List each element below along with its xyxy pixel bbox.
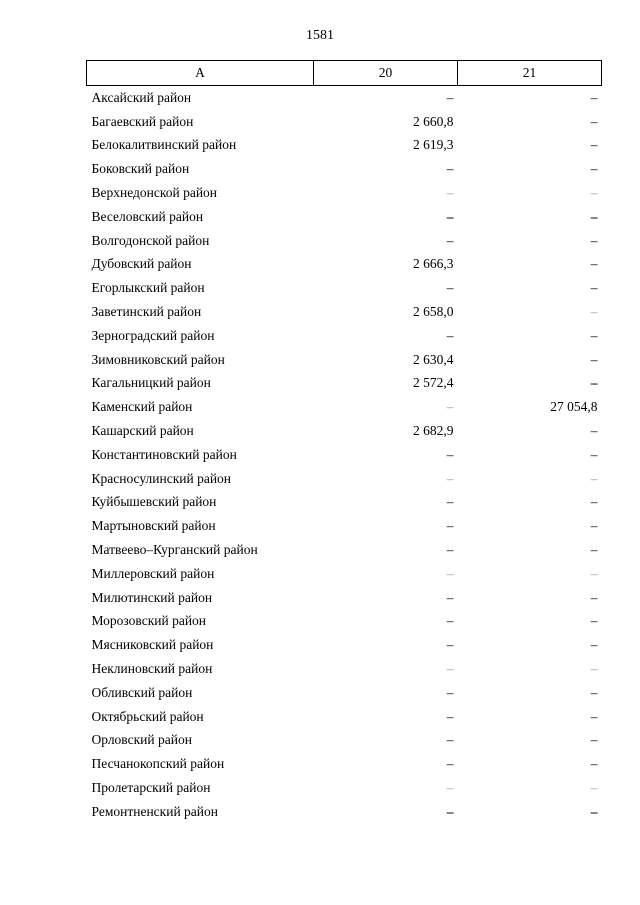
table-row (87, 300, 602, 324)
district-name: Зерноградский район (91, 327, 215, 343)
value-col-21 (458, 324, 602, 348)
district-name: Неклиновский район (91, 661, 213, 677)
value-col-20-value: – (446, 542, 454, 558)
value-col-20-value: – (446, 803, 454, 819)
district-name: Куйбышевский район (91, 494, 217, 510)
value-col-20 (314, 681, 458, 705)
value-col-21 (458, 157, 602, 181)
value-col-21-value: – (590, 542, 598, 558)
table-row (87, 657, 602, 681)
value-col-21-value: – (590, 304, 598, 320)
value-col-20 (314, 157, 458, 181)
value-col-21-value: – (590, 637, 598, 653)
district-name: Миллеровский район (91, 565, 215, 581)
district-name: Константиновский район (91, 446, 237, 462)
value-col-21-value: – (590, 161, 598, 177)
value-col-20 (314, 205, 458, 229)
district-name: Орловский район (91, 732, 192, 748)
value-col-20 (314, 776, 458, 800)
value-col-20-value: – (446, 780, 454, 795)
value-col-20-value: – (446, 684, 454, 700)
value-col-20 (314, 419, 458, 443)
table-row (87, 348, 602, 372)
district-name: Дубовский район (91, 256, 192, 272)
value-col-21 (458, 419, 602, 443)
district-name: Боковский район (91, 161, 190, 177)
value-col-21-value: – (590, 137, 598, 153)
table-row (87, 562, 602, 586)
value-col-21-value: 27 054,8 (550, 399, 598, 415)
value-col-21 (458, 300, 602, 324)
table-row (87, 681, 602, 705)
value-col-21 (458, 633, 602, 657)
table-row (87, 705, 602, 729)
value-col-21 (458, 657, 602, 681)
value-col-21-value: – (590, 446, 598, 462)
table-row (87, 443, 602, 467)
value-col-21-value: – (590, 89, 598, 105)
value-col-21 (458, 467, 602, 491)
district-name: Милютинский район (91, 589, 213, 605)
value-col-21 (458, 610, 602, 634)
value-col-20-value: – (446, 208, 454, 224)
value-col-21-value: – (590, 565, 598, 581)
table-row (87, 419, 602, 443)
header-cell-20: 20 (314, 61, 458, 86)
district-name: Песчанокопский район (91, 756, 225, 772)
value-col-20-value: 2 630,4 (413, 351, 454, 367)
district-name: Кашарский район (91, 423, 194, 439)
value-col-21-value: – (590, 756, 598, 772)
district-name: Морозовский район (91, 613, 207, 629)
value-col-20-value: – (446, 89, 454, 105)
value-col-21 (458, 110, 602, 134)
value-col-21-value: – (590, 470, 598, 486)
value-col-20-value: – (446, 185, 454, 201)
value-col-21-value: – (590, 684, 598, 700)
value-col-21 (458, 562, 602, 586)
table-row (87, 86, 602, 110)
page-number: 1581 (306, 28, 334, 43)
value-col-21-value: – (590, 256, 598, 272)
value-col-21 (458, 86, 602, 110)
district-name: Аксайский район (91, 89, 192, 105)
table-row (87, 253, 602, 277)
value-col-21-value: – (590, 113, 598, 129)
value-col-20 (314, 372, 458, 396)
table-row (87, 586, 602, 610)
value-col-20 (314, 657, 458, 681)
value-col-20-value: 2 658,0 (413, 304, 454, 320)
header-row (87, 61, 602, 86)
value-col-21-value: – (590, 351, 598, 367)
value-col-20 (314, 86, 458, 110)
value-col-20-value: – (446, 756, 454, 772)
table-row (87, 324, 602, 348)
value-col-20-value: – (446, 661, 454, 677)
value-col-20-value: 2 682,9 (413, 423, 454, 439)
value-col-21 (458, 752, 602, 776)
header-cell-21: 21 (458, 61, 602, 86)
value-col-20 (314, 610, 458, 634)
value-col-21-value: – (590, 494, 598, 510)
value-col-20-value: – (446, 708, 454, 724)
district-name: Заветинский район (91, 304, 202, 320)
table-row (87, 205, 602, 229)
district-name: Багаевский район (91, 113, 194, 129)
district-name: Ремонтненский район (91, 803, 218, 819)
value-col-20-value: 2 572,4 (413, 375, 454, 391)
value-col-21-value: – (590, 732, 598, 748)
table-row (87, 372, 602, 396)
table-row (87, 776, 602, 800)
value-col-20 (314, 800, 458, 824)
table-row (87, 181, 602, 205)
value-col-21-value: – (590, 613, 598, 629)
table-row (87, 395, 602, 419)
district-name: Егорлыкский район (91, 280, 205, 296)
value-col-20 (314, 514, 458, 538)
value-col-21-value: – (590, 232, 598, 248)
value-col-21 (458, 491, 602, 515)
value-col-20-value: – (446, 470, 454, 486)
value-col-21 (458, 372, 602, 396)
district-name: Октябрьский район (91, 708, 204, 724)
value-col-20 (314, 110, 458, 134)
table-row (87, 491, 602, 515)
value-col-20 (314, 395, 458, 419)
value-col-21 (458, 800, 602, 824)
table-body (87, 86, 602, 824)
value-col-21 (458, 705, 602, 729)
table-row (87, 157, 602, 181)
district-name: Мясниковский район (91, 637, 214, 653)
value-col-20 (314, 253, 458, 277)
value-col-21 (458, 276, 602, 300)
table-row (87, 633, 602, 657)
header-cell-a: А (87, 61, 314, 86)
value-col-21-value: – (590, 803, 598, 819)
value-col-20 (314, 562, 458, 586)
value-col-21-value: – (590, 423, 598, 439)
value-col-20-value: – (446, 327, 454, 343)
value-col-20 (314, 729, 458, 753)
value-col-20-value: 2 619,3 (413, 137, 454, 153)
district-name: Мартыновский район (91, 518, 216, 534)
table-row (87, 752, 602, 776)
table-row (87, 729, 602, 753)
table-row (87, 538, 602, 562)
value-col-21-value: – (590, 589, 598, 605)
value-col-21 (458, 538, 602, 562)
value-col-20-value: 2 660,8 (413, 113, 454, 129)
value-col-21-value: – (590, 518, 598, 534)
value-col-21 (458, 253, 602, 277)
value-col-21-value: – (590, 327, 598, 343)
value-col-21-value: – (590, 185, 598, 201)
district-name: Кагальницкий район (91, 375, 211, 391)
value-col-21 (458, 729, 602, 753)
value-col-21 (458, 776, 602, 800)
table-header (87, 61, 602, 86)
value-col-20 (314, 134, 458, 158)
value-col-21-value: – (590, 280, 598, 296)
district-name: Верхнедонской район (91, 185, 218, 201)
district-name: Веселовский район (91, 208, 204, 224)
value-col-20 (314, 300, 458, 324)
value-col-20 (314, 633, 458, 657)
value-col-21 (458, 181, 602, 205)
value-col-20-value: – (446, 589, 454, 605)
value-col-20 (314, 276, 458, 300)
value-col-20-value: – (446, 399, 454, 415)
value-col-21 (458, 229, 602, 253)
district-name: Пролетарский район (91, 780, 211, 795)
district-name: Каменский район (91, 399, 193, 415)
value-col-20 (314, 586, 458, 610)
value-col-20-value: – (446, 732, 454, 748)
value-col-20 (314, 752, 458, 776)
value-col-21 (458, 443, 602, 467)
value-col-20-value: – (446, 280, 454, 296)
district-name: Белокалитвинский район (91, 137, 237, 153)
table-row (87, 514, 602, 538)
table-row (87, 800, 602, 824)
table-row (87, 276, 602, 300)
value-col-20-value: – (446, 613, 454, 629)
value-col-20 (314, 324, 458, 348)
value-col-21 (458, 586, 602, 610)
district-name: Красносулинский район (91, 470, 232, 486)
value-col-20-value: – (446, 494, 454, 510)
district-name: Обливский район (91, 684, 193, 700)
table-row (87, 229, 602, 253)
value-col-21-value: – (590, 708, 598, 724)
value-col-20 (314, 348, 458, 372)
table-row (87, 134, 602, 158)
data-table (86, 60, 602, 824)
table-row (87, 467, 602, 491)
value-col-21 (458, 681, 602, 705)
value-col-20 (314, 705, 458, 729)
value-col-21-value: – (590, 661, 598, 677)
value-col-20-value: – (446, 637, 454, 653)
value-col-21 (458, 205, 602, 229)
value-col-21 (458, 134, 602, 158)
table-row (87, 110, 602, 134)
district-name: Волгодонской район (91, 232, 210, 248)
value-col-20-value: – (446, 446, 454, 462)
district-name: Зимовниковский район (91, 351, 225, 367)
value-col-20 (314, 467, 458, 491)
district-name: Матвеево–Курганский район (91, 542, 258, 558)
value-col-20-value: – (446, 565, 454, 581)
value-col-20-value: – (446, 518, 454, 534)
value-col-20 (314, 443, 458, 467)
value-col-20-value: – (446, 161, 454, 177)
value-col-21-value: – (590, 780, 598, 795)
value-col-20 (314, 181, 458, 205)
value-col-21 (458, 395, 602, 419)
table-row (87, 610, 602, 634)
value-col-20-value: – (446, 232, 454, 248)
value-col-21 (458, 348, 602, 372)
value-col-21-value: – (590, 375, 598, 391)
value-col-21-value: – (590, 208, 598, 224)
value-col-20 (314, 229, 458, 253)
value-col-20 (314, 491, 458, 515)
value-col-20 (314, 538, 458, 562)
value-col-20-value: 2 666,3 (413, 256, 454, 272)
value-col-21 (458, 514, 602, 538)
